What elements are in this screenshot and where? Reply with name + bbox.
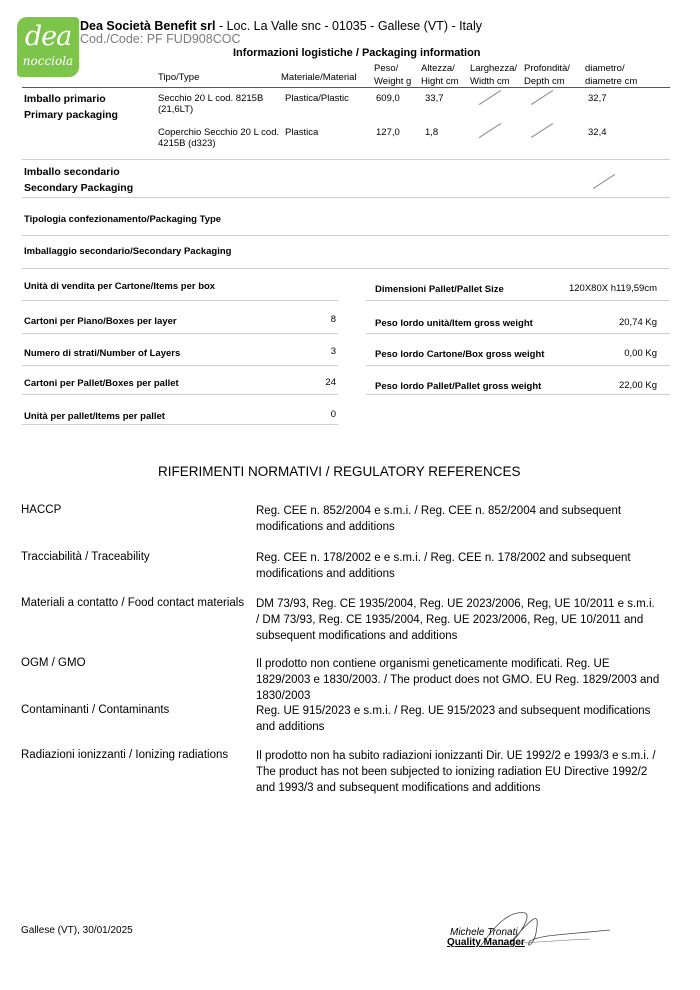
divider — [22, 365, 338, 366]
reg-value-traceability: Reg. CEE n. 178/2002 e e s.m.i. / Reg. CEE n. 178/2002 and subsequent modifications and additions — [256, 552, 631, 580]
header-diameter: diametro/ diametre cm — [585, 63, 638, 87]
left-row-label: Numero di strati/Number of Layers — [24, 348, 181, 359]
company-name: Dea Società Benefit srl — [80, 19, 216, 33]
divider — [366, 365, 670, 366]
primary-row-1-material: Plastica/Plastic — [285, 93, 349, 104]
divider — [22, 197, 670, 198]
secondary-packaging-label: Imballaggio secondario/Secondary Packaging — [24, 246, 232, 257]
left-row-value: 24 — [325, 377, 336, 388]
empty-width-mark — [479, 90, 501, 105]
logo-text-sub: nocciola — [22, 54, 74, 68]
primary-row-1-type: Secchio 20 L cod. 8215B (21,6LT) — [158, 93, 264, 115]
primary-row-1-height: 33,7 — [425, 93, 444, 104]
right-row-value: 0,00 Kg — [624, 348, 657, 359]
primary-row-2-weight: 127,0 — [376, 127, 400, 138]
primary-row-1-diameter: 32,7 — [588, 93, 607, 104]
signer-name: Michele Tronati — [450, 927, 518, 938]
reg-key-food-contact: Materiali a contatto / Food contact materials — [21, 597, 245, 609]
secondary-label-en: Secondary Packaging — [24, 182, 134, 194]
footer-date: Gallese (VT), 30/01/2025 — [21, 925, 133, 936]
divider — [22, 300, 338, 301]
reg-key-traceability: Tracciabilità / Traceability — [21, 551, 150, 563]
empty-diameter-mark — [593, 174, 615, 189]
divider — [22, 268, 670, 269]
section-title: Informazioni logistiche / Packaging information — [233, 47, 481, 59]
divider — [22, 424, 338, 425]
header-depth: Profondità/ Depth cm — [524, 63, 570, 87]
reg-key-gmo: OGM / GMO — [21, 657, 86, 669]
header-weight: Peso/ Weight g — [374, 63, 412, 87]
right-row-label: Dimensioni Pallet/Pallet Size — [375, 284, 504, 295]
reg-value-contaminants: Reg. UE 915/2023 e s.m.i. / Reg. UE 915/2023 and subsequent modifications and additions — [256, 705, 651, 733]
secondary-label-it: Imballo secondario — [24, 166, 120, 178]
left-row-label: Unità per pallet/Items per pallet — [24, 411, 165, 422]
divider — [22, 333, 338, 334]
divider — [22, 235, 670, 236]
right-row-value: 20,74 Kg — [618, 317, 657, 328]
left-row-label: Cartoni per Pallet/Boxes per pallet — [24, 378, 179, 389]
header-height: Altezza/ Hight cm — [421, 63, 459, 87]
primary-row-2-material: Plastica — [285, 127, 319, 138]
divider — [22, 159, 670, 160]
reg-value-gmo: Il prodotto non contiene organismi geneticamente modificati. Reg. UE 1829/2003 e 1830/2003. / The product does not GMO. EU Reg. 1829/2003 and 1830/2003 — [256, 658, 660, 702]
left-row-value: 3 — [330, 346, 336, 357]
reg-value-haccp: Reg. CEE n. 852/2004 e s.m.i. / Reg. CEE n. 852/2004 and subsequent modifications and additions — [256, 505, 622, 533]
logo-text-main: dea — [24, 21, 72, 52]
right-row-value: 22,00 Kg — [618, 380, 657, 391]
primary-row-2-height: 1,8 — [425, 127, 439, 138]
packaging-type-label: Tipologia confezionamento/Packaging Type — [24, 214, 222, 225]
empty-depth-mark — [531, 123, 553, 138]
reg-value-radiation: Il prodotto non ha subito radiazioni ionizzanti Dir. UE 1992/2 e 1993/3 e s.m.i. / The product has not been subjected to ionizing radiation EU Directive 1992/2 and 1993/3 and subsequent modifications and additions — [256, 750, 656, 794]
reg-key-contaminants: Contaminanti / Contaminants — [21, 704, 170, 716]
reg-key-radiation: Radiazioni ionizzanti / Ionizing radiations — [21, 749, 229, 761]
header-type: Tipo/Type — [158, 72, 200, 83]
left-row-label: Unità di vendita per Cartone/Items per box — [24, 281, 216, 292]
primary-row-1-weight: 609,0 — [376, 93, 400, 104]
header-material: Materiale/Material — [281, 72, 357, 83]
divider — [22, 394, 338, 395]
product-code: Cod./Code: PF FUD908COC — [80, 32, 241, 46]
header-width: Larghezza/ Width cm — [470, 63, 518, 87]
primary-row-2-diameter: 32,4 — [588, 127, 607, 138]
primary-row-2-type: Coperchio Secchio 20 L cod. 4215B (d323) — [158, 127, 280, 149]
empty-depth-mark — [531, 90, 553, 105]
divider — [366, 333, 670, 334]
signer-role: Quality Manager — [447, 937, 525, 948]
company-address: - Loc. La Valle snc - 01035 - Gallese (VT) - Italy — [215, 19, 483, 33]
right-row-label: Peso lordo unità/Item gross weight — [375, 318, 533, 329]
right-row-label: Peso lordo Cartone/Box gross weight — [375, 349, 545, 360]
left-row-value: 0 — [330, 409, 336, 420]
empty-width-mark — [479, 123, 501, 138]
regulatory-title: RIFERIMENTI NORMATIVI / REGULATORY REFERENCES — [158, 464, 521, 479]
header-divider — [22, 87, 670, 88]
divider — [366, 300, 670, 301]
right-row-value: 120X80X h119,59cm — [568, 283, 657, 294]
primary-label-it: Imballo primario — [24, 93, 106, 105]
divider — [366, 394, 670, 395]
primary-label-en: Primary packaging — [24, 109, 118, 121]
reg-key-haccp: HACCP — [21, 504, 62, 516]
right-row-label: Peso lordo Pallet/Pallet gross weight — [375, 381, 542, 392]
reg-value-food-contact: DM 73/93, Reg. CE 1935/2004, Reg. UE 2023/2006, Reg, UE 10/2011 e s.m.i. / DM 73/93, Reg. CE 1935/2004, Reg. UE 2023/2006, Reg, UE 10/2011 and subsequent modifications and additions — [256, 598, 655, 642]
left-row-label: Cartoni per Piano/Boxes per layer — [24, 316, 177, 327]
company-line — [80, 19, 482, 33]
company-logo — [17, 17, 79, 77]
left-row-value: 8 — [330, 314, 336, 325]
